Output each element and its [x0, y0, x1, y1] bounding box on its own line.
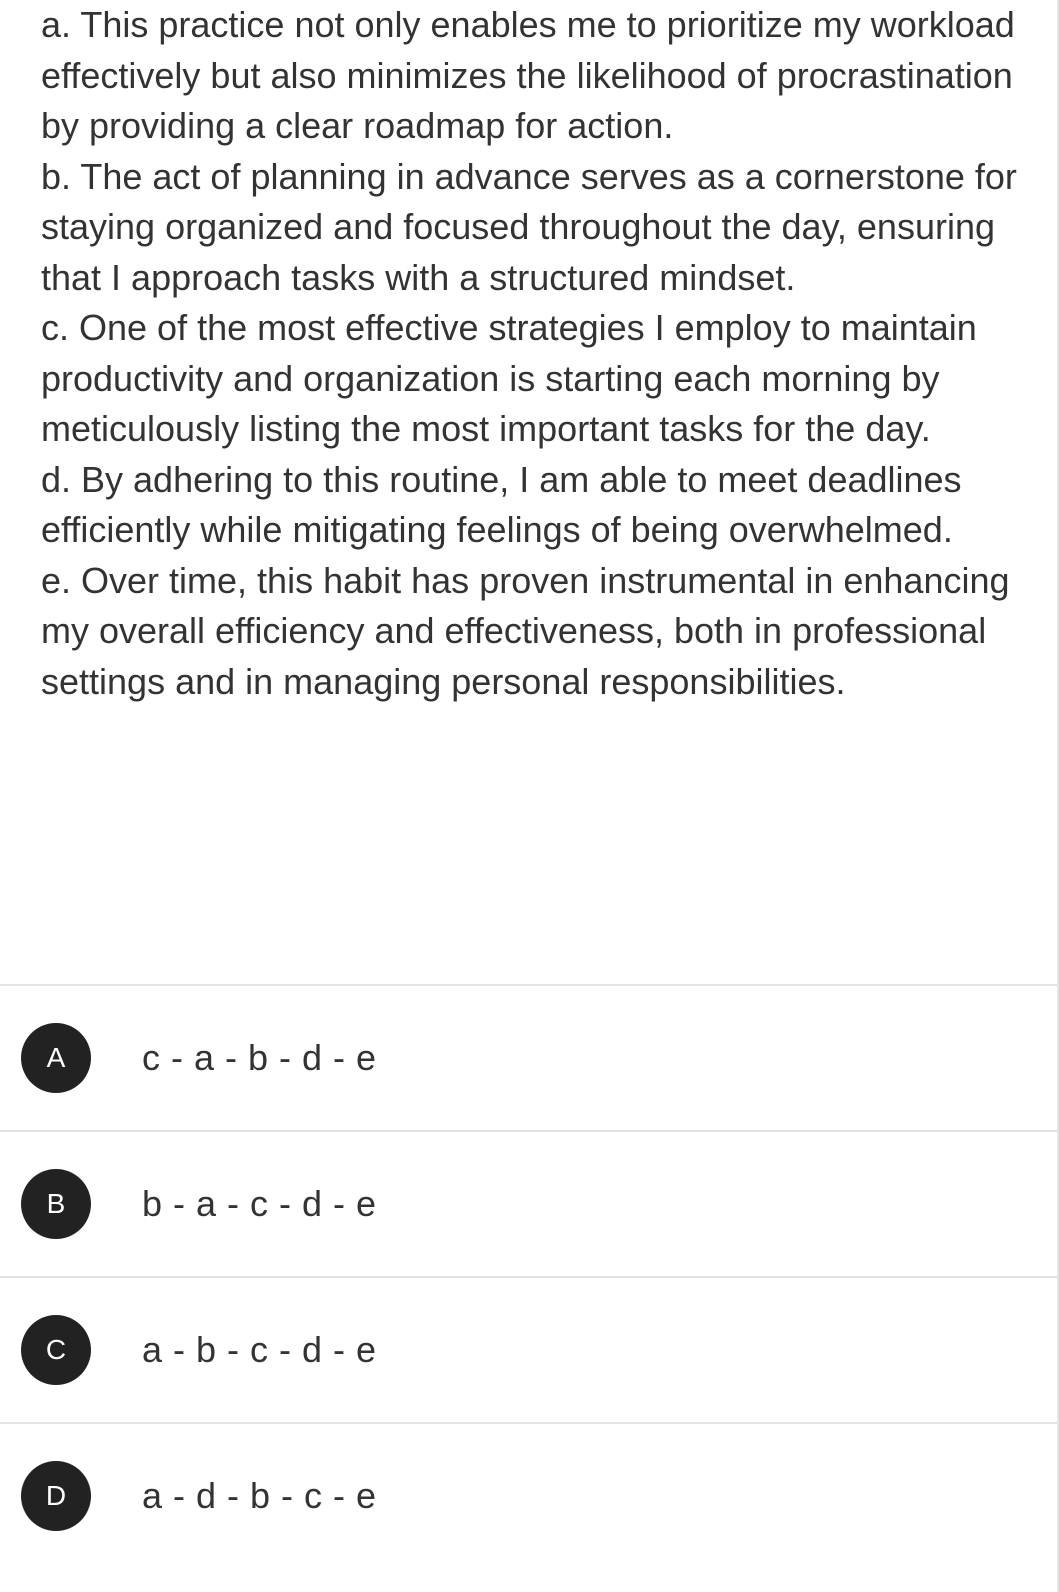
option-b-text: b - a - c - d - e: [142, 1183, 377, 1224]
option-a[interactable]: [0, 984, 1057, 1130]
option-a-text: c - a - b - d - e: [142, 1037, 377, 1078]
option-b-badge: B: [21, 1169, 91, 1239]
option-a-badge: A: [21, 1023, 91, 1093]
answer-options: [0, 984, 1057, 1568]
option-c-badge: C: [21, 1315, 91, 1385]
sentence-c: c. One of the most effective strategies I employ to maintain productivity and organization is starting each morning by meticulously listing the most important tasks for the day.: [41, 307, 977, 449]
option-d[interactable]: [0, 1422, 1057, 1568]
question-passage: [41, 0, 1046, 707]
option-c[interactable]: [0, 1276, 1057, 1422]
sentence-a: a. This practice not only enables me to prioritize my workload effectively but also minimizes the likelihood of procrastination by providing a clear roadmap for action.: [41, 4, 1015, 146]
sentence-e: e. Over time, this habit has proven instrumental in enhancing my overall efficiency and effectiveness, both in professional settings and in managing personal responsibilities.: [41, 559, 1010, 702]
option-d-text: a - d - b - c - e: [142, 1475, 377, 1516]
option-b[interactable]: [0, 1130, 1057, 1276]
option-d-badge: D: [21, 1461, 91, 1531]
sentence-b: b. The act of planning in advance serves as a cornerstone for staying organized and focused throughout the day, ensuring that I approach tasks with a structured mindset.: [41, 155, 1017, 298]
option-c-text: a - b - c - d - e: [142, 1329, 377, 1370]
sentence-d: d. By adhering to this routine, I am able to meet deadlines efficiently while mitigating feelings of being overwhelmed.: [41, 458, 962, 550]
